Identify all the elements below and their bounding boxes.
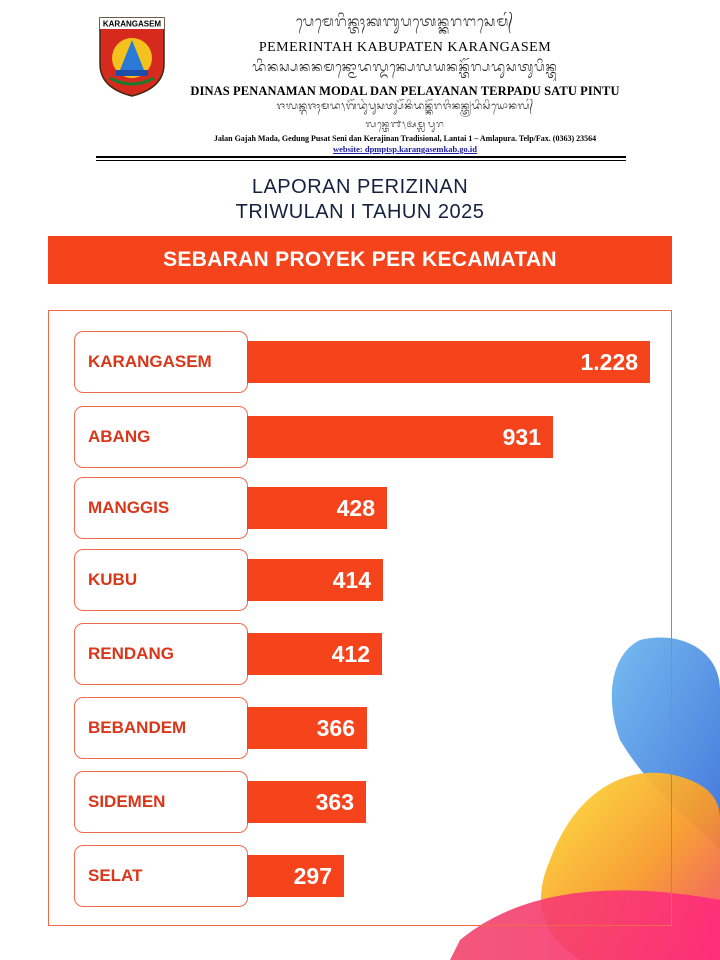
category-label: KUBU: [74, 549, 248, 611]
category-label: SIDEMEN: [74, 771, 248, 833]
bar: [247, 416, 553, 458]
balinese-script-line: ᬮᬦ᭄ᬢᬾ᭑᭞ᬅᬫ᭄ᬮᬧᬸᬭ: [365, 120, 445, 130]
website-link[interactable]: website: dpmptsp.karangasemkab.go.id: [332, 144, 478, 154]
government-name: PEMERINTAH KABUPATEN KARANGASEM: [258, 40, 552, 55]
category-label: ABANG: [74, 406, 248, 468]
bar-value-label: 412: [331, 641, 370, 667]
category-label: RENDANG: [74, 623, 248, 685]
bar-value-label: 366: [316, 715, 355, 741]
category-label: SELAT: [74, 845, 248, 907]
bar-value-label: 363: [315, 789, 354, 815]
balinese-script-line: ᬧᬾᬫᬾᬭᬶᬦ᭄ᬢᬄᬓᬩᬸᬧᬢᬾᬦ᭄ᬓᬭᬗᬲᬾᬫ᭄: [295, 14, 515, 30]
chart-title-banner: SEBARAN PROYEK PER KECAMATAN: [48, 236, 672, 284]
category-label: MANGGIS: [74, 477, 248, 539]
bar: [247, 781, 366, 823]
balinese-script-line: ᬤᬶᬦᬲ᭄ᬧᬦᬦᬫᬦ᭄ᬫᭀᬤᬮ᭄ᬤᬦ᭄ᬧᬾᬮᬬᬦᬦ᭄ᬢᭂᬭ᭄ᬧᬤᬸᬲᬢᬸᬧᬶᬦ᭄ᬢᬸ: [252, 60, 558, 75]
office-address: Jalan Gajah Mada, Gedung Pusat Seni dan Kerajinan Tradisional, Lantai 1 – Amlapura. Telp/Fax. (0363) 23564: [213, 134, 597, 143]
chart-area: [48, 310, 672, 926]
report-period: TRIWULAN I TAHUN 2025: [235, 201, 485, 223]
letterhead-divider: [96, 160, 626, 161]
letterhead-divider: [96, 156, 626, 158]
balinese-script-line: ᬚᬮᬦ᭄ᬕᬚᬄᬫᬤ᭞ᬕᭂᬤᬸᬂᬧᬸᬲᬢ᭄ᬲᭂᬦᬶᬤᬦ᭄ᬓᭂᬭᬚᬶᬦᬦ᭄ᬢ᭄ᬭᬤᬶᬲᬶᬬᭀᬦᬮ᭄: [276, 101, 534, 112]
report-title: LAPORAN PERIZINAN: [251, 176, 469, 198]
bar-value-label: 428: [336, 495, 375, 521]
bar: [247, 855, 344, 897]
bar: [247, 341, 650, 383]
bar-value-label: 931: [502, 424, 541, 450]
bar: [247, 633, 382, 675]
bar-value-label: 297: [293, 863, 332, 889]
emblem-caption: KARANGASEM: [102, 19, 162, 29]
category-label: BEBANDEM: [74, 697, 248, 759]
bar: [247, 487, 387, 529]
bar-value-label: 414: [332, 567, 371, 593]
bar-value-label: 1.228: [580, 349, 638, 375]
agency-name: DINAS PENANAMAN MODAL DAN PELAYANAN TERPADU SATU PINTU: [190, 84, 620, 98]
bar: [247, 559, 383, 601]
bar: [247, 707, 367, 749]
category-label: KARANGASEM: [74, 331, 248, 393]
